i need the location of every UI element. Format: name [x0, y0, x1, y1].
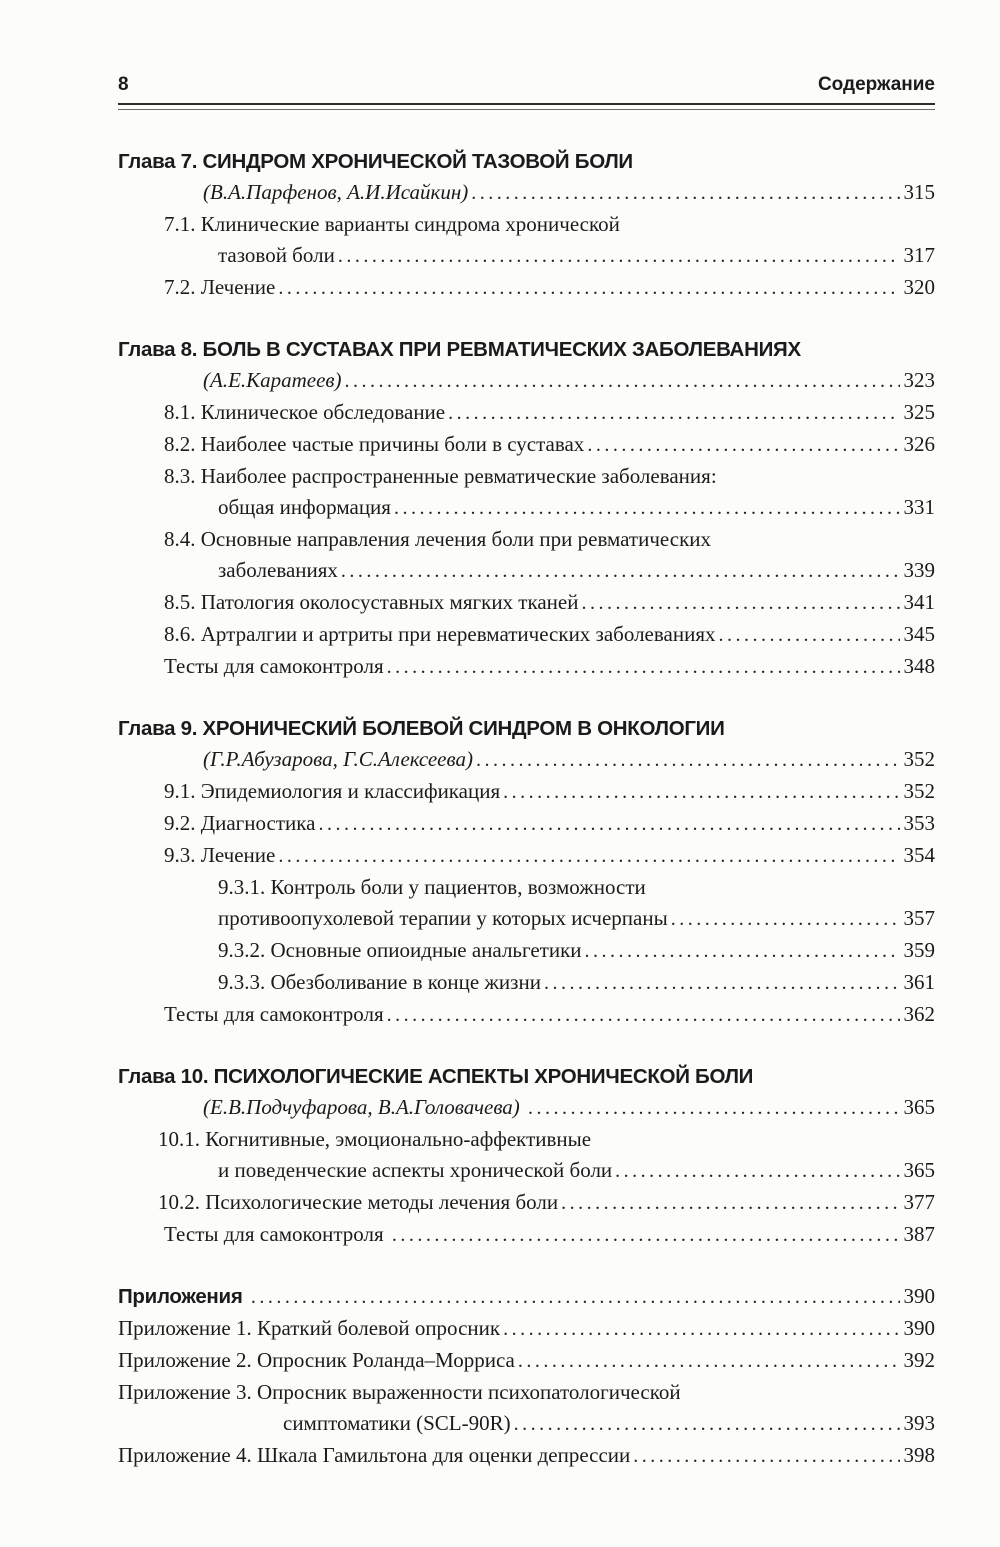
dot-leader [448, 397, 899, 429]
toc-line [118, 999, 935, 1031]
toc-line [118, 903, 935, 935]
dot-leader [392, 1219, 900, 1251]
toc-line [118, 1377, 935, 1408]
toc-line [118, 272, 935, 304]
page-number: 8 [118, 74, 129, 95]
toc-page-number: 339 [903, 558, 935, 582]
dot-leader [338, 240, 900, 272]
toc-line [118, 177, 935, 209]
toc-line [118, 240, 935, 272]
toc-line-text: 10.2. Психологические методы лечения боли [158, 1190, 559, 1214]
page-content [118, 74, 935, 1472]
toc-line-text: (Г.Р.Абузарова, Г.С.Алексеева) [203, 747, 473, 771]
toc-page-number: 317 [903, 243, 935, 267]
toc-page-number: 341 [903, 590, 935, 614]
toc-page-number: 353 [903, 811, 935, 835]
toc-line [118, 872, 935, 903]
toc-line-text: 10.1. Когнитивные, эмоционально-аффективные [158, 1127, 592, 1151]
toc-line-text: Глава 8. БОЛЬ В СУСТАВАХ ПРИ РЕВМАТИЧЕСКИХ ЗАБОЛЕВАНИЯХ [118, 338, 801, 361]
toc-page-number: 323 [903, 368, 935, 392]
toc-line [118, 334, 935, 365]
toc-line-text: 7.1. Клинические варианты синдрома хронической [164, 212, 620, 236]
toc-line-text: 8.5. Патология околосуставных мягких тканей [164, 590, 579, 614]
toc-line-text: Приложение 4. Шкала Гамильтона для оценки депрессии [118, 1443, 631, 1467]
toc-line [118, 1187, 935, 1219]
dot-leader [387, 651, 900, 683]
dot-leader [581, 587, 899, 619]
toc-line [118, 840, 935, 872]
dot-leader [585, 935, 900, 967]
toc-line-text: противоопухолевой терапии у которых исчерпаны [218, 906, 668, 930]
toc-line-text: Приложение 2. Опросник Роланда–Морриса [118, 1348, 515, 1372]
toc-page-number: 326 [903, 432, 935, 456]
toc-page-number: 362 [903, 1002, 935, 1026]
toc-line-text: и поведенческие аспекты хронической боли [218, 1158, 613, 1182]
toc-line-text: общая информация [218, 495, 391, 519]
toc-line [118, 209, 935, 240]
table-of-contents [118, 146, 935, 1472]
toc-line [118, 808, 935, 840]
toc-line [118, 146, 935, 177]
toc-page-number: 320 [903, 275, 935, 299]
toc-page-number: 357 [903, 906, 935, 930]
toc-line-text: Приложения [118, 1285, 248, 1308]
toc-line-text: 8.1. Клиническое обследование [164, 400, 446, 424]
toc-page-number: 352 [903, 779, 935, 803]
toc-page-number: 390 [903, 1284, 935, 1308]
toc-line [118, 935, 935, 967]
toc-line-text: заболеваниях [218, 558, 338, 582]
toc-line-text: 9.3.2. Основные опиоидные анальгетики [218, 938, 582, 962]
dot-leader [587, 429, 899, 461]
dot-leader [476, 744, 900, 776]
toc-page-number: 345 [903, 622, 935, 646]
dot-leader [251, 1281, 900, 1313]
toc-line-text: симптоматики (SCL-90R) [283, 1411, 511, 1435]
toc-page-number: 377 [903, 1190, 935, 1214]
toc-page-number: 393 [903, 1411, 935, 1435]
toc-line [118, 461, 935, 492]
toc-line-text: 8.6. Артралгии и артриты при неревматических заболеваниях [164, 622, 716, 646]
dot-leader [387, 999, 900, 1031]
toc-line [118, 1124, 935, 1155]
toc-line [118, 555, 935, 587]
header-title: Содержание [817, 74, 935, 95]
toc-line [118, 1313, 935, 1345]
toc-line-text: 9.2. Диагностика [164, 811, 316, 835]
toc-line-text: Приложение 1. Краткий болевой опросник [118, 1316, 501, 1340]
toc-line-text: 9.3.3. Обезболивание в конце жизни [218, 970, 541, 994]
dot-leader [514, 1408, 900, 1440]
dot-leader [633, 1440, 899, 1472]
toc-line-text: (Е.В.Подчуфарова, В.А.Головачева) [203, 1095, 526, 1119]
toc-line [118, 1345, 935, 1377]
toc-line [118, 587, 935, 619]
dot-leader [278, 272, 899, 304]
toc-line [118, 1219, 935, 1251]
dot-leader [518, 1345, 900, 1377]
toc-line [118, 1061, 935, 1092]
toc-line-text: тазовой боли [218, 243, 335, 267]
toc-page-number: 387 [903, 1222, 935, 1246]
toc-line [118, 524, 935, 555]
toc-line-text: 8.2. Наиболее частые причины боли в суставах [164, 432, 585, 456]
toc-page-number: 390 [903, 1316, 935, 1340]
toc-line-text: 8.3. Наиболее распространенные ревматические заболевания: [164, 464, 717, 488]
toc-page-number: 354 [903, 843, 935, 867]
toc-page-number: 361 [903, 970, 935, 994]
toc-line [118, 1440, 935, 1472]
dot-leader [471, 177, 899, 209]
header-rule [118, 103, 935, 110]
toc-line-text: 7.2. Лечение [164, 275, 276, 299]
toc-line-text: Тесты для самоконтроля [164, 654, 384, 678]
dot-leader [544, 967, 900, 999]
dot-leader [341, 555, 900, 587]
toc-line-text: 8.4. Основные направления лечения боли при ревматических [164, 527, 712, 551]
page-header [118, 74, 935, 96]
toc-line [118, 1092, 935, 1124]
toc-line [118, 1155, 935, 1187]
dot-leader [278, 840, 899, 872]
dot-leader [503, 776, 899, 808]
toc-page-number: 331 [903, 495, 935, 519]
dot-leader [671, 903, 900, 935]
toc-line [118, 1408, 935, 1440]
toc-line-text: Тесты для самоконтроля [164, 1222, 389, 1246]
toc-line-text: 9.1. Эпидемиология и классификация [164, 779, 501, 803]
toc-line [118, 713, 935, 744]
toc-page-number: 315 [903, 180, 935, 204]
toc-line-text: Глава 10. ПСИХОЛОГИЧЕСКИЕ АСПЕКТЫ ХРОНИЧЕСКОЙ БОЛИ [118, 1065, 754, 1088]
toc-line [118, 397, 935, 429]
dot-leader [718, 619, 899, 651]
toc-line-text: Приложение 3. Опросник выраженности психопатологической [118, 1380, 681, 1404]
dot-leader [561, 1187, 899, 1219]
toc-page-number: 392 [903, 1348, 935, 1372]
toc-line-text: 9.3. Лечение [164, 843, 276, 867]
toc-line [118, 492, 935, 524]
toc-page-number: 365 [903, 1095, 935, 1119]
toc-page-number: 398 [903, 1443, 935, 1467]
dot-leader [394, 492, 900, 524]
toc-line [118, 429, 935, 461]
dot-leader [345, 365, 900, 397]
toc-line [118, 365, 935, 397]
toc-line [118, 1281, 935, 1313]
toc-page-number: 359 [903, 938, 935, 962]
toc-line-text: Тесты для самоконтроля [164, 1002, 384, 1026]
toc-line-text: (В.А.Парфенов, А.И.Исайкин) [203, 180, 469, 204]
dot-leader [318, 808, 899, 840]
toc-line [118, 967, 935, 999]
dot-leader [503, 1313, 899, 1345]
toc-line-text: Глава 9. ХРОНИЧЕСКИЙ БОЛЕВОЙ СИНДРОМ В ОНКОЛОГИИ [118, 717, 725, 740]
toc-page-number: 352 [903, 747, 935, 771]
toc-line-text: 9.3.1. Контроль боли у пациентов, возможности [218, 875, 646, 899]
dot-leader [615, 1155, 899, 1187]
toc-page-number: 365 [903, 1158, 935, 1182]
toc-line-text: (А.Е.Каратеев) [203, 368, 342, 392]
toc-page-number: 348 [903, 654, 935, 678]
toc-page-number: 325 [903, 400, 935, 424]
toc-line [118, 619, 935, 651]
toc-line [118, 744, 935, 776]
dot-leader [528, 1092, 899, 1124]
toc-line [118, 776, 935, 808]
toc-line-text: Глава 7. СИНДРОМ ХРОНИЧЕСКОЙ ТАЗОВОЙ БОЛИ [118, 150, 633, 173]
toc-line [118, 651, 935, 683]
